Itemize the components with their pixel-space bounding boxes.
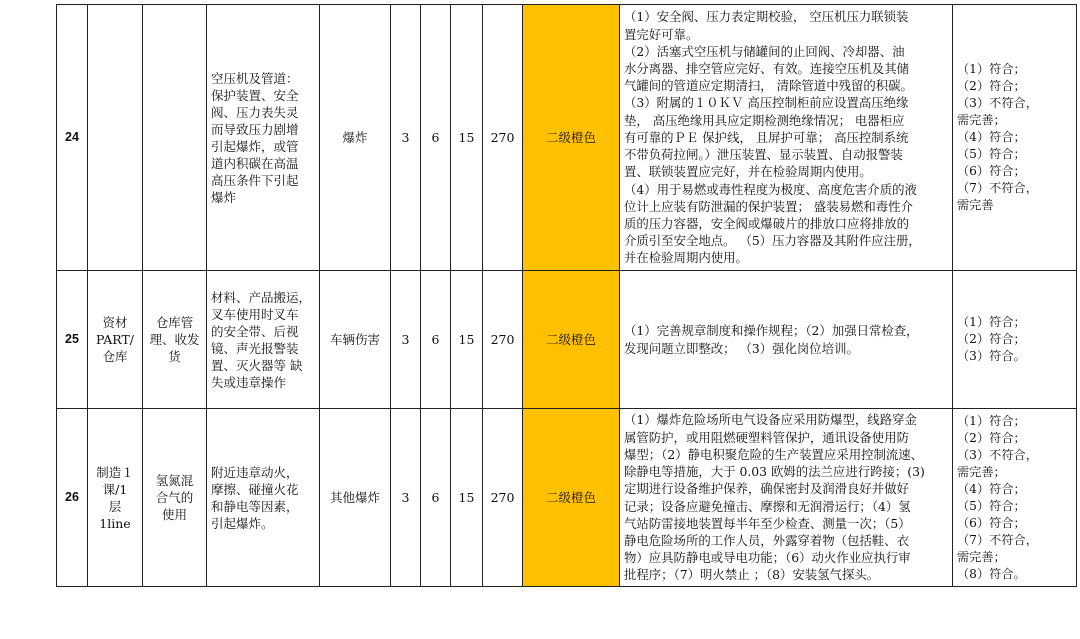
evaluation-result-cell-line: （3）不符合， [957, 96, 1038, 110]
hazard-cell-line: 镜、声光报警装 [211, 340, 299, 356]
hazard-cell-line: 和静电等因素， [211, 498, 299, 514]
department-cell-line: PART/ [95, 332, 135, 347]
evaluation-result-cell [953, 5, 1077, 271]
control-measures-cell-line: 气站防雷接地装置每半年至少检查、测量一次；（5） [624, 515, 911, 531]
department-cell-line: 资材 [102, 315, 128, 330]
control-measures-cell-line: 批程序；（7）明火禁止 ；（8）安装氢气探头。 [624, 567, 880, 583]
accident-type-cell: 其他爆炸 [320, 409, 391, 587]
hazard-cell-line: 材料、产品搬运， [211, 289, 312, 305]
row-number: 26 [57, 409, 88, 587]
row-number: 25 [57, 271, 88, 409]
control-measures-cell [620, 5, 953, 271]
evaluation-result-cell-line: （7）不符合， [957, 181, 1038, 195]
hazard-cell [207, 409, 320, 587]
e-value-cell: 6 [421, 409, 451, 587]
activity-cell-line: 仓库管 [155, 315, 194, 330]
evaluation-result-cell-line: （1）符合； [957, 62, 1026, 76]
evaluation-result-cell-line: 需完善； [957, 549, 1006, 564]
evaluation-result-cell-line: 需完善 [957, 198, 994, 212]
evaluation-result-cell-line: （2）符合； [957, 79, 1026, 93]
risk-level-cell: 二级橙色 [523, 409, 620, 587]
evaluation-result-cell-line: 需完善； [957, 464, 1006, 479]
control-measures-cell-line: 位计上应装有防泄漏的保护装置； 盛装易燃和毒性介 [624, 198, 913, 214]
department-cell-line: 1line [99, 515, 131, 531]
table-row [57, 271, 1077, 409]
evaluation-result-cell [953, 409, 1077, 587]
risk-level-cell: 二级橙色 [523, 5, 620, 271]
hazard-cell-line: 空压机及管道： [211, 70, 299, 86]
c-value-cell: 15 [451, 409, 483, 587]
control-measures-cell-line: 定期进行设备维护保养，确保密封及润滑良好并做好 [624, 481, 909, 497]
activity-cell-line: 合气的 [155, 490, 194, 505]
evaluation-result-cell-line: （2）符合； [957, 430, 1026, 445]
evaluation-result-cell-line: （3）不符合， [957, 447, 1038, 462]
control-measures-cell [620, 271, 953, 409]
hazard-cell-line: 引起爆炸。 [211, 515, 274, 531]
control-measures-cell-line: 质的压力容器，安全阀或爆破片的排放口应将排放的 [624, 215, 909, 231]
row-number: 24 [57, 5, 88, 271]
evaluation-result-cell-line: （2）符合； [957, 332, 1026, 346]
evaluation-result-cell-line: （8）符合。 [957, 566, 1026, 581]
hazard-cell-line: 道内积碳在高温 [211, 155, 299, 171]
control-measures-cell-line: 气罐间的管道应定期清扫， 清除管道中残留的积碳。 [624, 78, 913, 94]
control-measures-cell-line: 物）应具防静电或导电功能；（6）动火作业应执行审 [624, 550, 911, 566]
hazard-cell-line: 的安全带、后视 [211, 323, 299, 339]
department-cell-line: 课/1 [102, 481, 128, 497]
hazard-cell [207, 5, 320, 271]
control-measures-cell-line: 爆型；（2）静电积聚危险的生产装置应采用控制流速、 [624, 446, 924, 462]
activity-cell-line: 理、收发 [149, 332, 200, 347]
d-value-cell: 270 [483, 409, 523, 587]
control-measures-cell-line: 属管防护，或用阻燃硬塑料管保护，通讯设备使用防 [624, 429, 909, 445]
department-cell-line: 仓库 [102, 349, 128, 364]
evaluation-result-cell-line: （5）符合； [957, 498, 1026, 513]
department-cell [88, 271, 143, 409]
hazard-cell-line: 高压条件下引起 [211, 172, 299, 188]
evaluation-result-cell [953, 271, 1077, 409]
evaluation-result-cell-line: （1）符合； [957, 315, 1026, 329]
d-value-cell: 270 [483, 5, 523, 271]
control-measures-cell-line: 水分离器、排空管应完好、有效。连接空压机及其储 [624, 61, 909, 77]
control-measures-cell-line: （3）附属的１０ＫＶ 高压控制柜前应设置高压绝缘 [624, 95, 909, 111]
control-measures-cell-line: （4）用于易燃或毒性程度为极度、高度危害介质的液 [624, 181, 917, 197]
department-cell-line: 层 [108, 498, 122, 514]
evaluation-result-cell-line: （3）符合。 [957, 349, 1026, 363]
risk-assessment-table [56, 4, 1077, 587]
department-cell [88, 5, 143, 271]
evaluation-result-cell-line: （6）符合； [957, 515, 1026, 530]
hazard-cell-line: 置、灭火器等 缺 [211, 357, 303, 373]
department-cell [88, 409, 143, 587]
evaluation-result-cell-line: （4）符合； [957, 130, 1026, 144]
risk-level-cell: 二级橙色 [523, 271, 620, 409]
e-value-cell: 6 [421, 5, 451, 271]
accident-type-cell: 爆炸 [320, 5, 391, 271]
activity-cell [143, 5, 207, 271]
control-measures-cell-line: 不带负荷拉闸。）泄压装置、显示装置、自动报警装 [624, 147, 903, 163]
control-measures-cell [620, 409, 953, 587]
activity-cell-line: 使用 [161, 507, 187, 522]
table-row [57, 409, 1077, 587]
control-measures-cell-line: 置、联锁装置应完好，并在检验周期内使用。 [624, 164, 872, 180]
control-measures-cell-line: 垫， 高压绝缘用具应定期检测绝缘情况； 电器柜应 [624, 112, 905, 128]
c-value-cell: 15 [451, 5, 483, 271]
control-measures-cell-line: 记录；设备应避免撞击、摩擦和无润滑运行；（4）氢 [624, 498, 911, 514]
hazard-cell-line: 附近违章动火， [211, 464, 299, 480]
hazard-cell-line: 爆炸 [211, 189, 237, 205]
evaluation-result-cell-line: （6）符合； [957, 164, 1026, 178]
hazard-cell-line: 叉车使用时叉车 [211, 306, 299, 322]
hazard-cell-line: 阀、压力表失灵 [211, 104, 299, 120]
l-value-cell: 3 [391, 409, 421, 587]
evaluation-result-cell-line: （5）符合； [957, 147, 1026, 161]
control-measures-cell-line: 有可靠的ＰＥ 保护线， 且屏护可靠； 高压控制系统 [624, 129, 909, 145]
department-cell-line: 制造１ [96, 464, 134, 480]
l-value-cell: 3 [391, 271, 421, 409]
activity-cell-line: 货 [168, 349, 181, 364]
table-row [57, 5, 1077, 271]
control-measures-cell-line: 介质引至安全地点。 （5）压力容器及其附件应注册， [624, 233, 921, 249]
accident-type-cell: 车辆伤害 [320, 271, 391, 409]
control-measures-cell-line: 静电危险场所的工作人员，外露穿着物（包括鞋、衣 [624, 532, 909, 548]
hazard-cell-line: 保护装置、安全 [211, 87, 299, 103]
evaluation-result-cell-line: （7）不符合， [957, 532, 1038, 547]
evaluation-result-cell-line: 需完善； [957, 113, 1006, 127]
activity-cell-line: 氢氮混 [155, 473, 194, 488]
control-measures-cell-line: （2）活塞式空压机与储罐间的止回阀、冷却器、油 [624, 43, 905, 59]
evaluation-result-cell-line: （1）符合； [957, 413, 1026, 428]
control-measures-cell-line: （1）爆炸危险场所电气设备应采用防爆型，线路穿金 [624, 412, 917, 428]
hazard-cell-line: 失或违章操作 [211, 374, 287, 390]
d-value-cell: 270 [483, 271, 523, 409]
l-value-cell: 3 [391, 5, 421, 271]
evaluation-result-cell-line: （4）符合； [957, 481, 1026, 496]
hazard-cell [207, 271, 320, 409]
c-value-cell: 15 [451, 271, 483, 409]
control-measures-cell-line: 置完好可靠。 [624, 26, 699, 42]
hazard-cell-line: 而导致压力剧增 [211, 121, 299, 137]
hazard-cell-line: 引起爆炸，或管 [211, 138, 299, 154]
control-measures-cell-line: （1）安全阀、压力表定期校验， 空压机压力联锁装 [624, 9, 909, 25]
e-value-cell: 6 [421, 271, 451, 409]
control-measures-cell-line: （1）完善规章制度和操作规程；（2）加强日常检查， [624, 323, 919, 339]
control-measures-cell-line: 并在检验周期内使用。 [624, 250, 748, 266]
activity-cell [143, 409, 207, 587]
activity-cell [143, 271, 207, 409]
hazard-cell-line: 摩擦、碰撞火花 [211, 481, 299, 497]
control-measures-cell-line: 除静电等措施，大于 0.03 欧姆的法兰应进行跨接；(3) [624, 464, 925, 480]
control-measures-cell-line: 发现问题立即整改； （3）强化岗位培训。 [624, 340, 859, 356]
